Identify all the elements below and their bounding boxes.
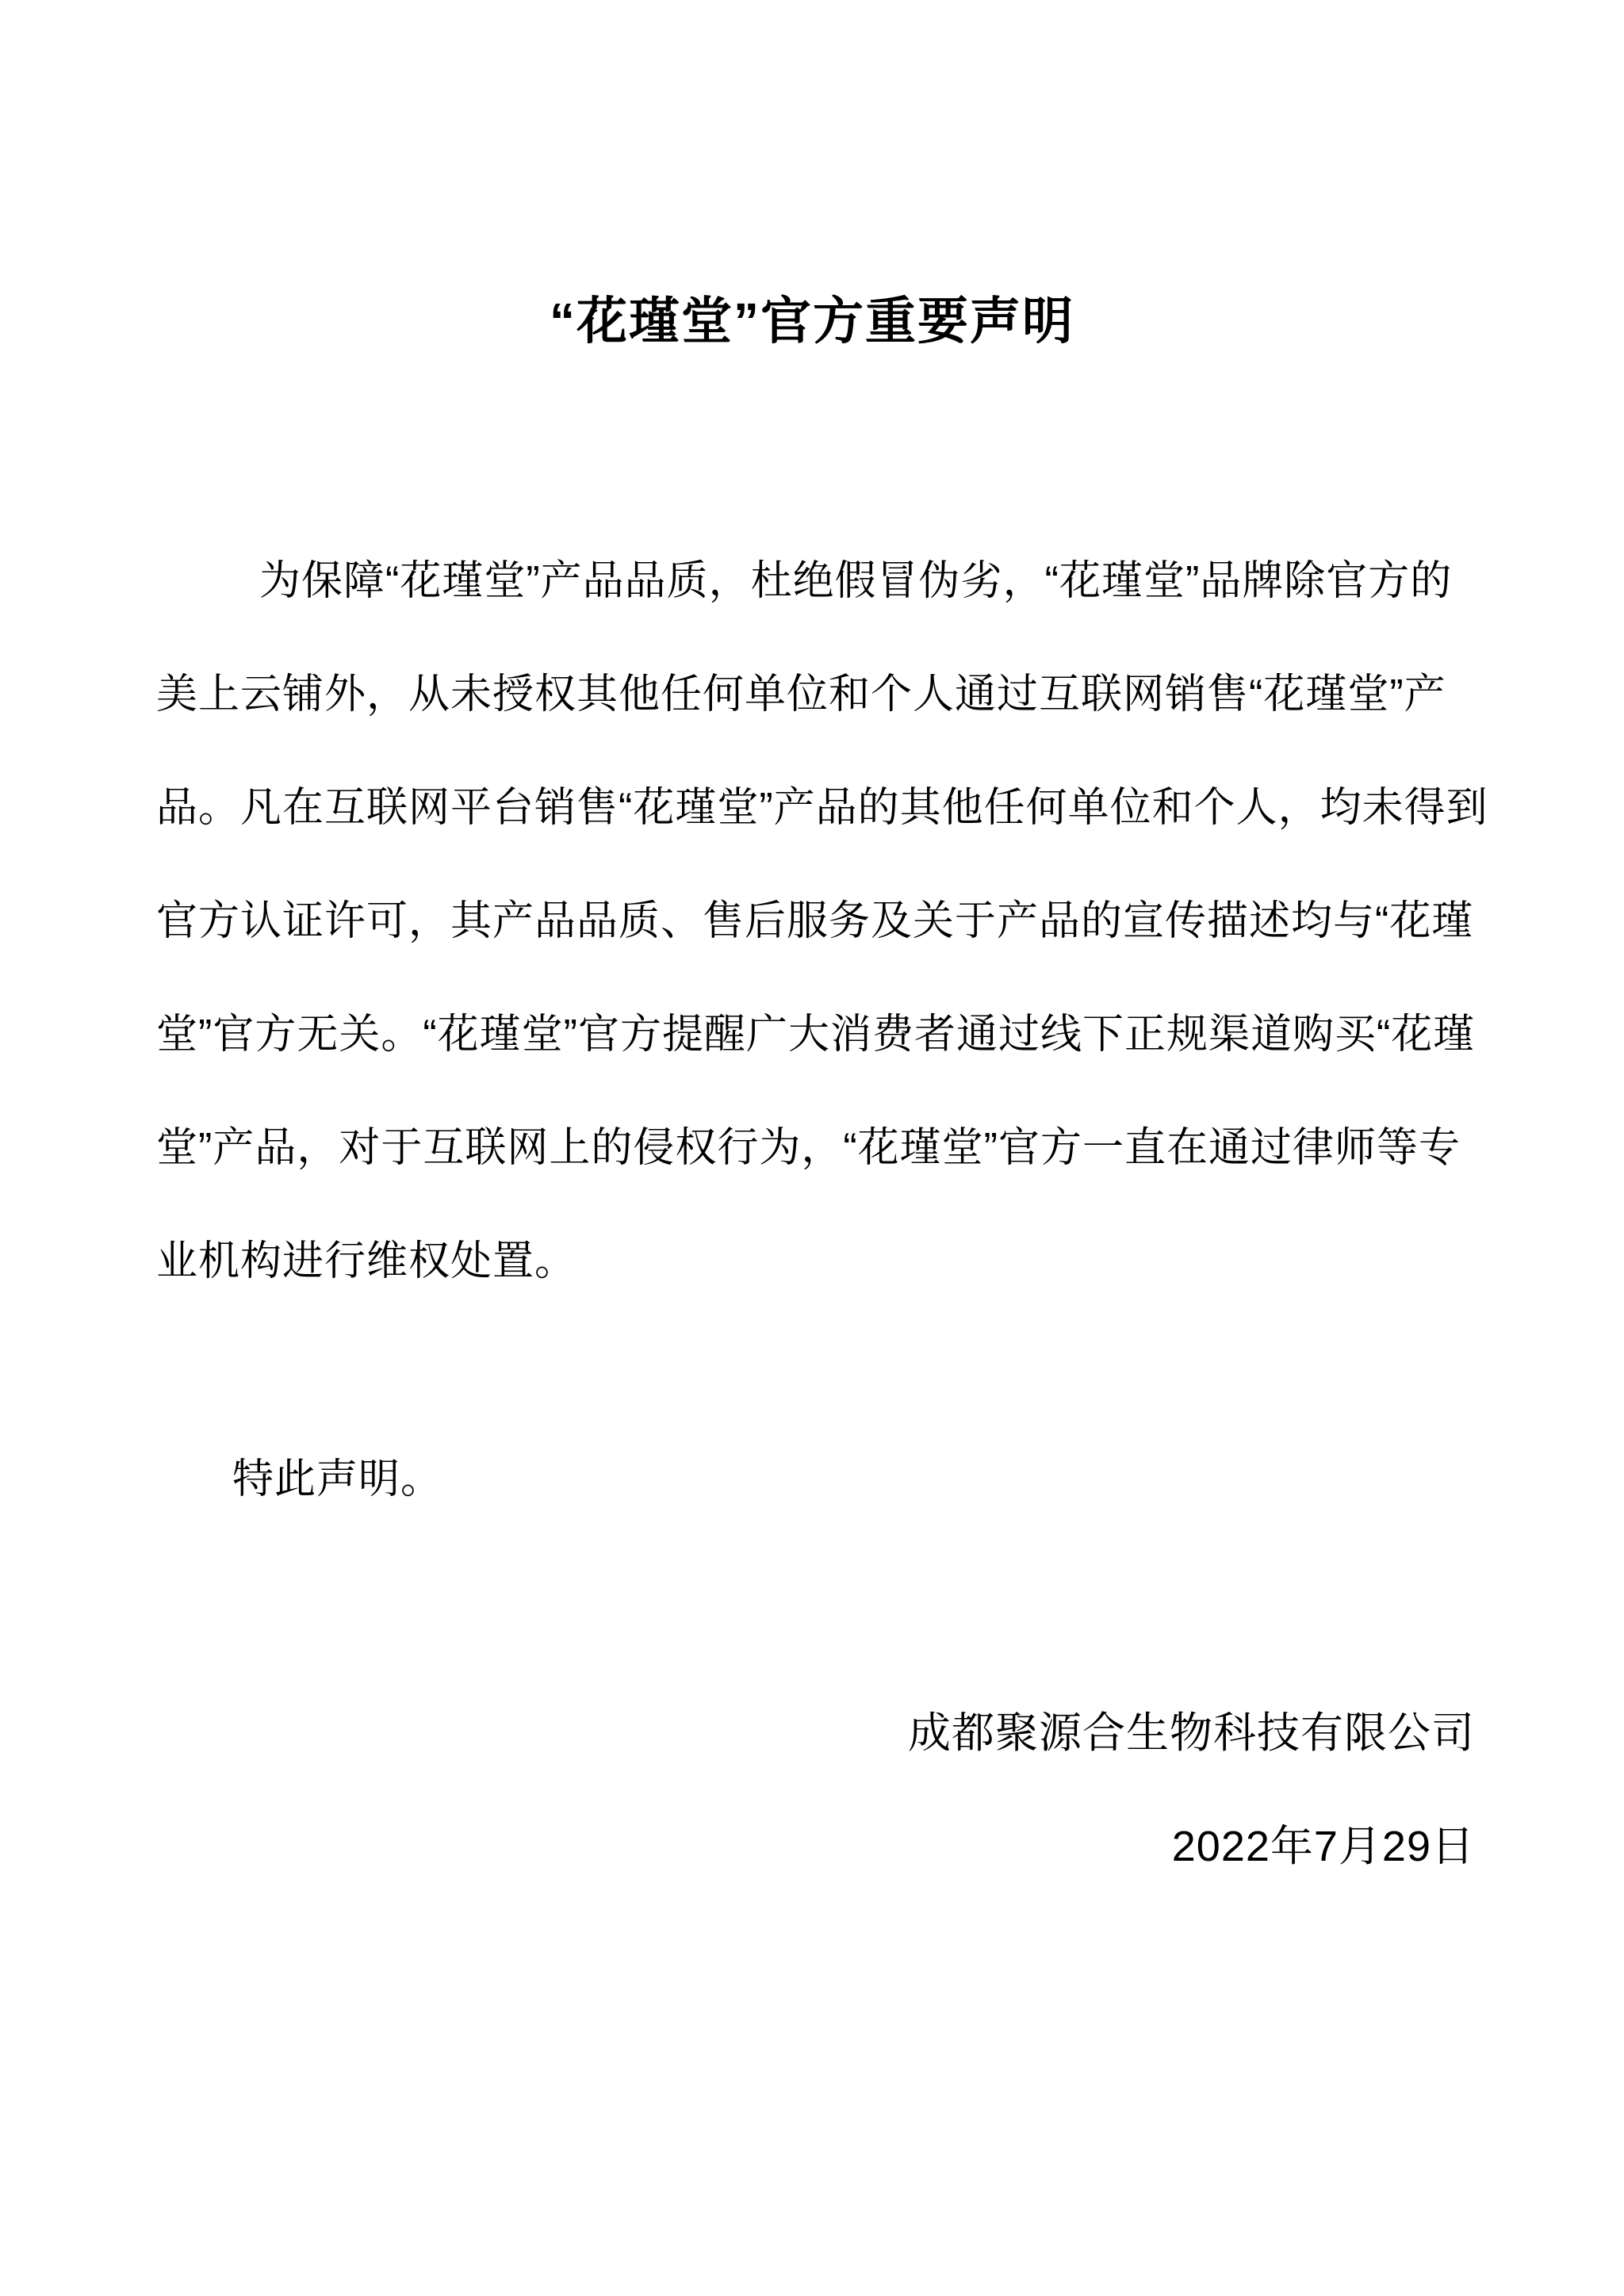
statement-date: 2022年7月29日 [1171, 1823, 1475, 1870]
page-title: “花瑾堂”官方重要声明 [550, 293, 1074, 350]
body-line: 业机构进行维权处置。 [156, 1238, 577, 1284]
body-line: 堂”官方无关。“花瑾堂”官方提醒广大消费者通过线下正规渠道购买“花瑾 [156, 1012, 1476, 1058]
body-line: 为保障“花瑾堂”产品品质，杜绝假冒伪劣，“花瑾堂”品牌除官方的 [259, 558, 1453, 604]
company-name: 成都聚源合生物科技有限公司 [908, 1709, 1475, 1757]
body-line: 堂”产品，对于互联网上的侵权行为，“花瑾堂”官方一直在通过律师等专 [156, 1125, 1461, 1171]
statement-body [156, 525, 1488, 1318]
signature-block [156, 1677, 1475, 1904]
body-line: 品。凡在互联网平台销售“花瑾堂”产品的其他任何单位和个人，均未得到 [156, 785, 1488, 831]
closing-statement: 特此声明。 [232, 1456, 443, 1502]
body-line: 官方认证许可，其产品品质、售后服务及关于产品的宣传描述均与“花瑾 [156, 898, 1474, 944]
body-line: 美上云铺外，从未授权其他任何单位和个人通过互联网销售“花瑾堂”产 [156, 672, 1446, 718]
